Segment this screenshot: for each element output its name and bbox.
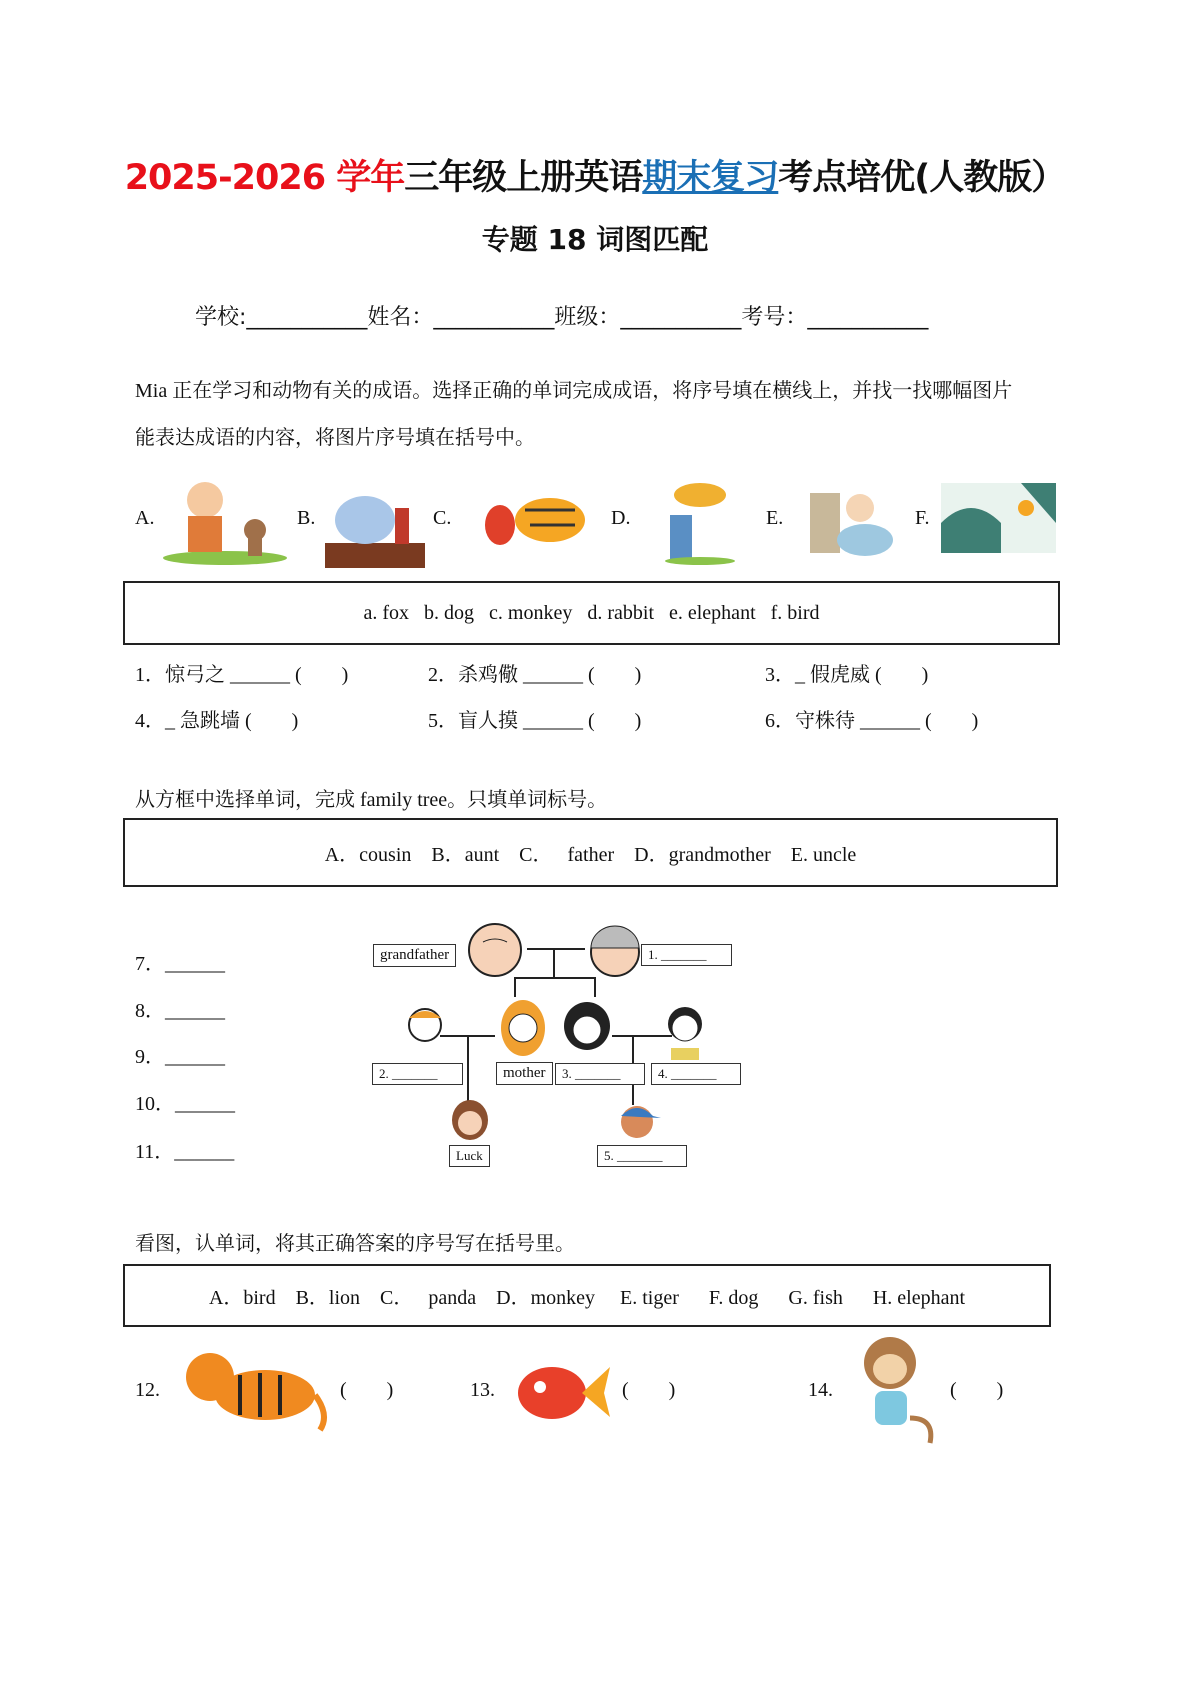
item-13-answer[interactable]: ( ) [622, 1379, 676, 1401]
label-luck: Luck [449, 1145, 490, 1167]
blank-3[interactable]: 3. _______ [555, 1063, 645, 1085]
fish-picture [512, 1355, 612, 1425]
uncle-face [663, 998, 708, 1060]
question-6[interactable]: 6．守株待 ______ ( ) [765, 710, 979, 732]
tiger-picture [180, 1345, 330, 1435]
picture-label-e: E. [766, 507, 784, 529]
mother-face [498, 998, 548, 1063]
word-box-animals-2: A．bird B．lion C． panda D．monkey E. tiger F. dog G. fish H. elephant [123, 1264, 1051, 1327]
picture-boy-monkey [160, 470, 290, 565]
picture-label-c: C. [433, 507, 452, 529]
grandfather-face [465, 920, 525, 980]
blank-1[interactable]: 1. _______ [641, 944, 732, 966]
instruction-2: 从方框中选择单词，完成 family tree。只填单词标号。 [135, 789, 608, 811]
picture-label-b: B. [297, 507, 316, 529]
instruction-1-line1: Mia 正在学习和动物有关的成语。选择正确的单词完成成语，将序号填在横线上，并找一找哪幅图片 [135, 380, 1013, 402]
picture-dog-wall [660, 475, 740, 565]
label-grandfather: grandfather [373, 944, 456, 967]
item-12-number: 12. [135, 1379, 160, 1401]
answer-7[interactable]: 7．______ [135, 953, 225, 975]
picture-label-d: D. [611, 507, 631, 529]
question-1[interactable]: 1．惊弓之 ______ ( ) [135, 664, 349, 686]
grandmother-face [585, 918, 645, 980]
answer-10[interactable]: 10．______ [135, 1093, 235, 1115]
question-5[interactable]: 5．盲人摸 ______ ( ) [428, 710, 642, 732]
question-4[interactable]: 4．_ 急跳墙 ( ) [135, 710, 299, 732]
picture-label-f: F. [915, 507, 930, 529]
question-2[interactable]: 2．杀鸡儆 ______ ( ) [428, 664, 642, 686]
aunt-face [562, 998, 612, 1060]
item-14-number: 14. [808, 1379, 833, 1401]
blank-5[interactable]: 5. _______ [597, 1145, 687, 1167]
subtitle: 专题 18 词图匹配 [481, 223, 709, 256]
picture-label-a: A. [135, 507, 155, 529]
picture-archer-bird [941, 483, 1056, 553]
student-info-line[interactable]: 学校:___________姓名：___________班级：___________考号：___________ [195, 305, 929, 330]
instruction-1-line2: 能表达成语的内容，将图片序号填在括号中。 [135, 427, 535, 449]
question-3[interactable]: 3．_ 假虎威 ( ) [765, 664, 929, 686]
word-box-family: A．cousin B．aunt C． father D．grandmother E. uncle [123, 818, 1058, 887]
word-box-animals: a. fox b. dog c. monkey d. rabbit e. elephant f. bird [123, 581, 1060, 645]
item-13-number: 13. [470, 1379, 495, 1401]
cousin-face [617, 1100, 662, 1140]
label-mother: mother [496, 1062, 553, 1085]
picture-man-stump [795, 478, 905, 566]
picture-fox-tiger [475, 480, 595, 560]
page-title: 2025-2026 学年三年级上册英语期末复习考点培优(人教版） [124, 158, 1066, 198]
father-face [403, 1000, 448, 1062]
answer-11[interactable]: 11．______ [135, 1141, 235, 1163]
monkey-picture [850, 1333, 940, 1448]
item-12-answer[interactable]: ( ) [340, 1379, 394, 1401]
answer-8[interactable]: 8．______ [135, 1000, 225, 1022]
item-14-answer[interactable]: ( ) [950, 1379, 1004, 1401]
picture-elephant [325, 488, 425, 568]
luck-face [450, 1098, 490, 1143]
blank-4[interactable]: 4. _______ [651, 1063, 741, 1085]
blank-2[interactable]: 2. _______ [372, 1063, 463, 1085]
answer-9[interactable]: 9．______ [135, 1046, 225, 1068]
instruction-3: 看图，认单词，将其正确答案的序号写在括号里。 [135, 1233, 575, 1255]
